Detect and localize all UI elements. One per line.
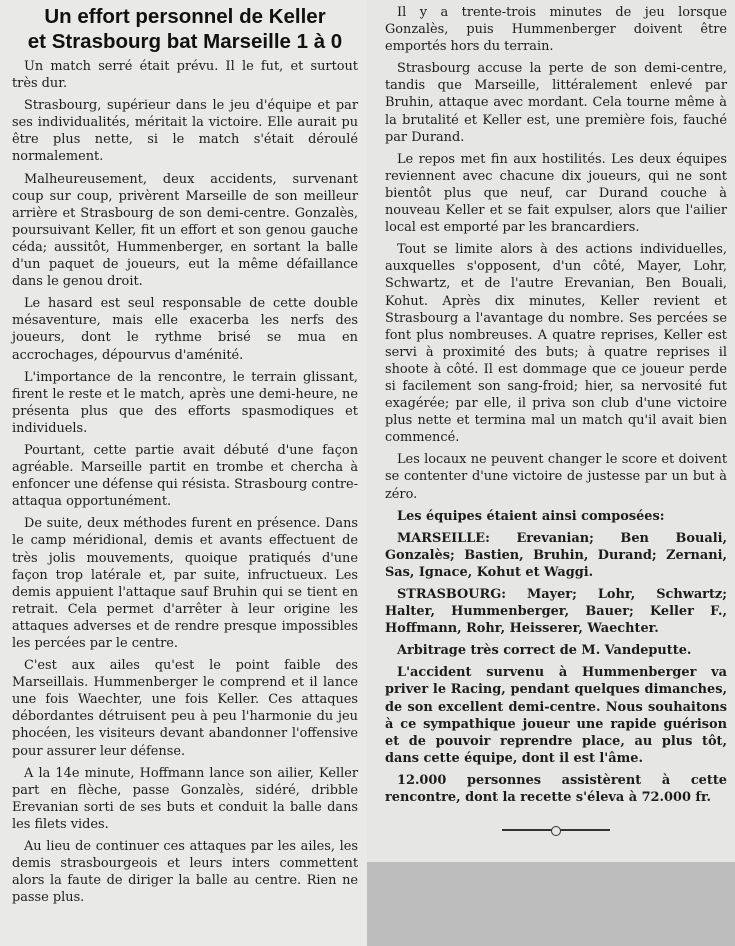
left-column [0, 0, 367, 946]
team-marseille: MARSEILLE: Erevanian; Ben Bouali, Gonzalès; Bastien, Bruhin, Durand; Zernani, Sas, Ignace, Kohut et Waggi. [385, 530, 727, 580]
paragraph: De suite, deux méthodes furent en présence. Dans le camp méridional, demis et avants effectuent de très jolis mouvements, quoique pratiqués d'une façon trop latérale et, par suite, infructueux. Les demis appuient l'attaque sauf Bruhin qui se tient en retrait. Cela permet d'arrêter à leur origine les attaques adverses et de rendre presque impossibles les percées par le centre. [12, 516, 358, 651]
paragraph: Pourtant, cette partie avait débuté d'une façon agréable. Marseille partit en trombe et chercha à enfoncer une défense qui résista. Strasbourg contre-attaqua opportunément. [12, 442, 359, 510]
teams-intro: Les équipes étaient ainsi composées: [397, 508, 665, 524]
title-line-2: et Strasbourg bat Marseille 1 à 0 [27, 30, 343, 53]
right-column [367, 0, 735, 862]
paragraph: L'importance de la rencontre, le terrain glissant, firent le reste et le match, après une demi-heure, ne présenta plus que des efforts spasmodiques et individuels. [12, 369, 358, 436]
attendance: 12.000 personnes assistèrent à cette rencontre, dont la recette s'éleva à 72.000 fr. [385, 772, 727, 806]
team-strasbourg: STRASBOURG: Mayer; Lohr, Schwartz; Halter, Hummenberger, Bauer; Keller F., Hoffmann, Rohr, Heisserer, Waechter. [385, 587, 727, 637]
paragraph: Tout se limite alors à des actions individuelles, auxquelles s'opposent, d'un côté, Mayer, Lohr, Schwartz, et de l'autre Erevanian, Ben Bouali, Kohut. Après dix minutes, Keller revient et Strasbourg a l'avantage du nombre. Ses percées se font plus nombreuses. A quatre reprises, Keller est servi à proximité des buts; à quatre reprises il shoote à côté. Il est dommage que ce joueur perde si facilement son sang-froid; hier, sa nervosité fut exagérée; par elle, il priva son club d'une victoire plus nette et termina mal un match qu'il avait bien commencé. [385, 242, 727, 446]
title-line-1: Un effort personnel de Keller [44, 5, 326, 28]
end-ornament [385, 816, 727, 835]
paragraph: Il y a trente-trois minutes de jeu lorsque Gonzalès, puis Hummenberger doivent être emportés hors du terrain. [385, 5, 727, 55]
page-background [367, 862, 735, 946]
paragraph: Malheureusement, deux accidents, survenant coup sur coup, privèrent Marseille de son meilleur arrière et Strasbourg de son demi-centre. Gonzalès, poursuivant Keller, fit un effort et son genou gauche céda; aussitôt, Hummenberger, en sortant la balle d'un paquet de joueurs, eut la même défaillance dans le genou droit. [12, 171, 358, 290]
article-title [12, 4, 358, 54]
closing-injury: L'accident survenu à Hummenberger va priver le Racing, pendant quelques dimanches, de son excellent demi-centre. Nous souhaitons à ce sympathique joueur une rapide guérison et de pouvoir reprendre place, au plus tôt, dans cette équipe, dont il est l'âme. [385, 665, 727, 766]
paragraph: Le hasard est seul responsable de cette double mésaventure, mais elle exacerba les nerfs des joueurs, dont le rythme brisé se mua en accrochages, dépourvus d'aménité. [12, 296, 358, 363]
paragraph: Le repos met fin aux hostilités. Les deux équipes reviennent avec chacune dix joueurs, qui ne sont bientôt plus que neuf, car Durand couche à nouveau Keller et se fait expulser, alors que l'ailier local est emporté par les brancardiers. [385, 151, 727, 236]
paragraph: Strasbourg, supérieur dans le jeu d'équipe et par ses individualités, méritait la victoire. Elle aurait pu être plus nette, si le match s'était déroulé normalement. [12, 98, 358, 165]
paragraph: Un match serré était prévu. Il le fut, et surtout très dur. [12, 59, 358, 92]
paragraph: Strasbourg accuse la perte de son demi-centre, tandis que Marseille, littéralement enlevé par Bruhin, attaque avec mordant. Cela tourne même à la brutalité et Keller est, une première fois, fauché par Durand. [385, 61, 727, 145]
referee: Arbitrage très correct de M. Vandeputte. [397, 643, 692, 659]
paragraph: Les locaux ne peuvent changer le score et doivent se contenter d'une victoire de justesse par un but à zéro. [385, 452, 727, 502]
paragraph: A la 14e minute, Hoffmann lance son ailier, Keller part en flèche, passe Gonzalès, sidéré, dribble Erevanian sorti de ses buts et conduit la balle dans les filets vides. [12, 765, 358, 832]
paragraph: C'est aux ailes qu'est le point faible des Marseillais. Hummenberger le comprend et il lance une fois Waechter, une fois Keller. Ces attaques débordantes détruisent peu à peu l'harmonie du jeu phocéen, les visiteurs devant abandonner l'offensive pour assurer leur défense. [12, 658, 358, 759]
paragraph: Au lieu de continuer ces attaques par les ailes, les demis strasbourgeois et leurs inters commettent alors la faute de diriger la balle au centre. Rien ne passe plus. [12, 839, 358, 906]
